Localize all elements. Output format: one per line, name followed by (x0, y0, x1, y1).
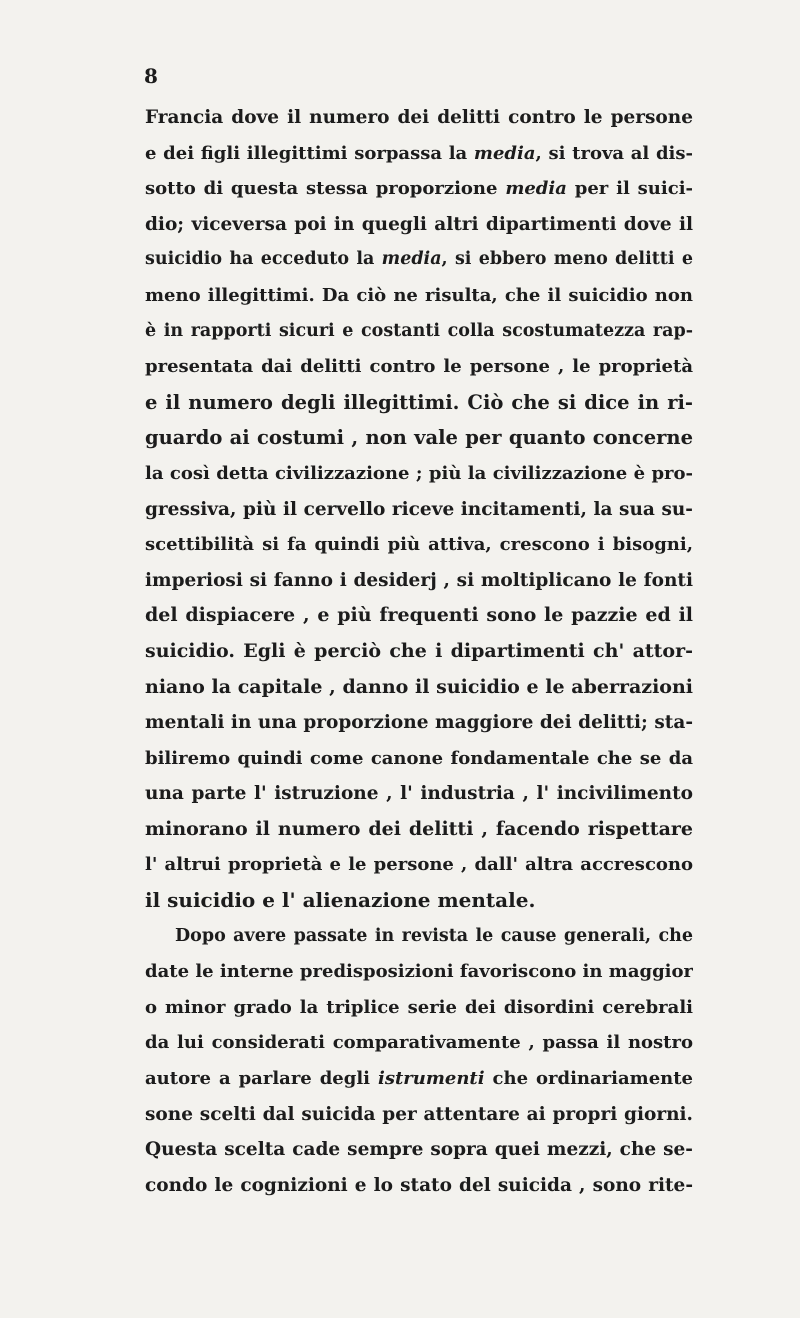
text-line: biliremo quindi come canone fondamentale che se da (145, 747, 693, 769)
text-line: Francia dove il numero dei delitti contro le persone (145, 107, 693, 128)
text-line: sone scelti dal suicida per attentare ai propri giorni. (145, 1103, 693, 1125)
text-line: minorano il numero dei delitti , facendo rispettare (145, 817, 693, 840)
text-line: è in rapporti sicuri e costanti colla scostumatezza rap- (145, 320, 693, 341)
page-number: 8 (144, 64, 158, 88)
text-line: Questa scelta cade sempre sopra quei mezzi, che se- (145, 1139, 693, 1161)
text-line: del dispiacere , e più frequenti sono le pazzie ed il (145, 604, 693, 627)
text-line: Dopo avere passate in revista le cause generali, che (175, 925, 693, 946)
text-line: niano la capitale , danno il suicidio e le aberrazioni (145, 675, 693, 698)
text-line: gressiva, più il cervello riceve incitamenti, la sua su- (145, 498, 693, 520)
body-text (145, 100, 693, 1203)
text-line: da lui considerati comparativamente , passa il nostro (145, 1032, 693, 1054)
text-line: mentali in una proporzione maggiore dei delitti; sta- (145, 712, 693, 734)
text-line: il suicidio e l' alienazione mentale. (145, 888, 536, 913)
text-line: autore a parlare degli istrumenti che ordinariamente (145, 1068, 693, 1090)
text-line: e dei figli illegittimi sorpassa la media, si trova al dis- (145, 142, 693, 164)
text-line: suicidio ha ecceduto la media, si ebbero meno delitti e (145, 249, 693, 270)
text-line: suicidio. Egli è perciò che i dipartimenti ch' attor- (145, 639, 693, 662)
text-line: la così detta civilizzazione ; più la civilizzazione è pro- (145, 462, 693, 484)
text-line: date le interne predisposizioni favoriscono in maggior (145, 961, 693, 983)
text-line: condo le cognizioni e lo stato del suicida , sono rite- (145, 1174, 693, 1196)
text-line: scettibilità si fa quindi più attiva, crescono i bisogni, (145, 534, 693, 556)
text-line: una parte l' istruzione , l' industria , l' incivilimento (145, 783, 693, 805)
text-line: presentata dai delitti contro le persone , le proprietà (145, 356, 693, 378)
text-line: e il numero degli illegittimi. Ciò che si dice in ri- (145, 390, 693, 414)
text-line: o minor grado la triplice serie dei disordini cerebrali (145, 996, 693, 1018)
text-line: sotto di questa stessa proporzione media per il suici- (145, 178, 693, 200)
text-line: dio; viceversa poi in quegli altri dipartimenti dove il (145, 213, 693, 235)
text-line: imperiosi si fanno i desiderj , si moltiplicano le fonti (145, 569, 693, 591)
text-line: l' altrui proprietà e le persone , dall' altra accrescono (145, 854, 693, 876)
text-line: guardo ai costumi , non vale per quanto concerne (145, 426, 693, 450)
text-line: meno illegittimi. Da ciò ne risulta, che il suicidio non (145, 284, 693, 306)
